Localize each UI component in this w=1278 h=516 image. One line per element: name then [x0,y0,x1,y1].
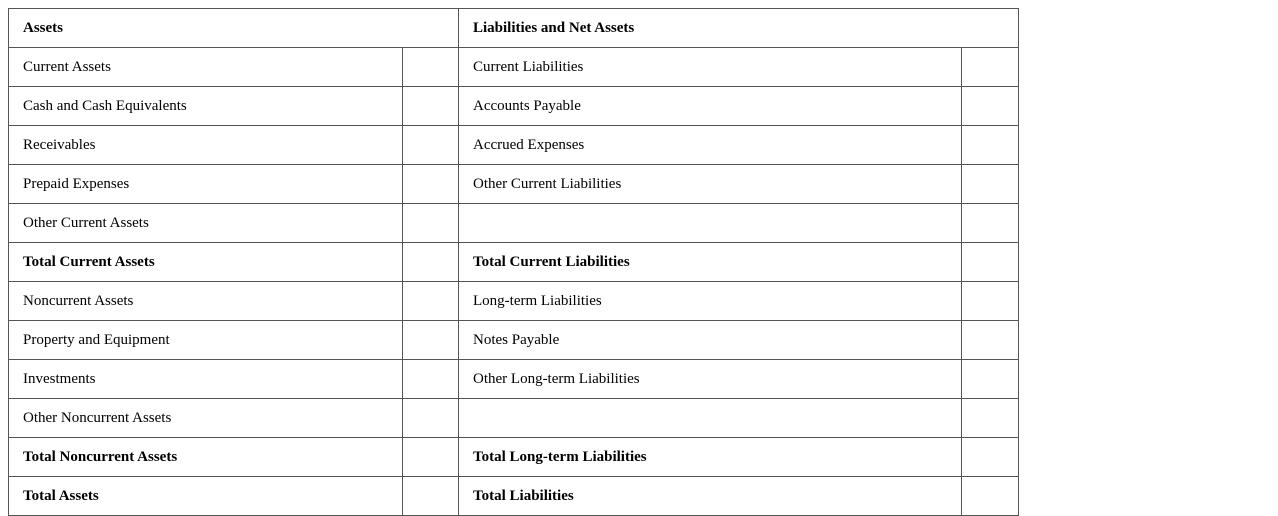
liability-amount-cell[interactable] [962,321,1019,360]
asset-label: Total Current Assets [9,243,403,282]
liability-label [459,399,962,438]
table-row [9,438,1019,477]
asset-amount-cell[interactable] [403,399,459,438]
asset-label: Investments [9,360,403,399]
balance-sheet-body [9,48,1019,516]
table-row [9,243,1019,282]
liability-label: Other Long-term Liabilities [459,360,962,399]
liability-amount-cell[interactable] [962,87,1019,126]
liability-label: Accrued Expenses [459,126,962,165]
table-row [9,321,1019,360]
liability-amount-cell[interactable] [962,399,1019,438]
asset-amount-cell[interactable] [403,477,459,516]
asset-label: Receivables [9,126,403,165]
liability-label: Long-term Liabilities [459,282,962,321]
balance-sheet-table [8,8,1019,516]
liability-amount-cell[interactable] [962,477,1019,516]
liability-label: Total Current Liabilities [459,243,962,282]
liability-amount-cell[interactable] [962,126,1019,165]
liability-amount-cell[interactable] [962,48,1019,87]
liability-label: Accounts Payable [459,87,962,126]
asset-amount-cell[interactable] [403,360,459,399]
asset-amount-cell[interactable] [403,438,459,477]
liability-label [459,204,962,243]
liability-label: Notes Payable [459,321,962,360]
asset-label: Other Current Assets [9,204,403,243]
header-row [9,9,1019,48]
liability-amount-cell[interactable] [962,204,1019,243]
asset-amount-cell[interactable] [403,282,459,321]
asset-amount-cell[interactable] [403,204,459,243]
asset-label: Total Assets [9,477,403,516]
table-row [9,360,1019,399]
table-row [9,87,1019,126]
liabilities-net-assets-header: Liabilities and Net Assets [459,9,1019,48]
asset-amount-cell[interactable] [403,87,459,126]
table-row [9,204,1019,243]
liability-label: Other Current Liabilities [459,165,962,204]
table-row [9,282,1019,321]
asset-label: Current Assets [9,48,403,87]
table-row [9,126,1019,165]
asset-label: Noncurrent Assets [9,282,403,321]
liability-amount-cell[interactable] [962,165,1019,204]
liability-amount-cell[interactable] [962,360,1019,399]
table-row [9,165,1019,204]
table-row [9,399,1019,438]
liability-label: Current Liabilities [459,48,962,87]
asset-amount-cell[interactable] [403,165,459,204]
liability-amount-cell[interactable] [962,243,1019,282]
liability-label: Total Long-term Liabilities [459,438,962,477]
liability-amount-cell[interactable] [962,438,1019,477]
asset-label: Other Noncurrent Assets [9,399,403,438]
asset-label: Total Noncurrent Assets [9,438,403,477]
asset-amount-cell[interactable] [403,126,459,165]
asset-label: Property and Equipment [9,321,403,360]
asset-label: Cash and Cash Equivalents [9,87,403,126]
table-row [9,477,1019,516]
table-row [9,48,1019,87]
liability-amount-cell[interactable] [962,282,1019,321]
asset-amount-cell[interactable] [403,321,459,360]
liability-label: Total Liabilities [459,477,962,516]
asset-amount-cell[interactable] [403,48,459,87]
asset-amount-cell[interactable] [403,243,459,282]
assets-header: Assets [9,9,459,48]
asset-label: Prepaid Expenses [9,165,403,204]
